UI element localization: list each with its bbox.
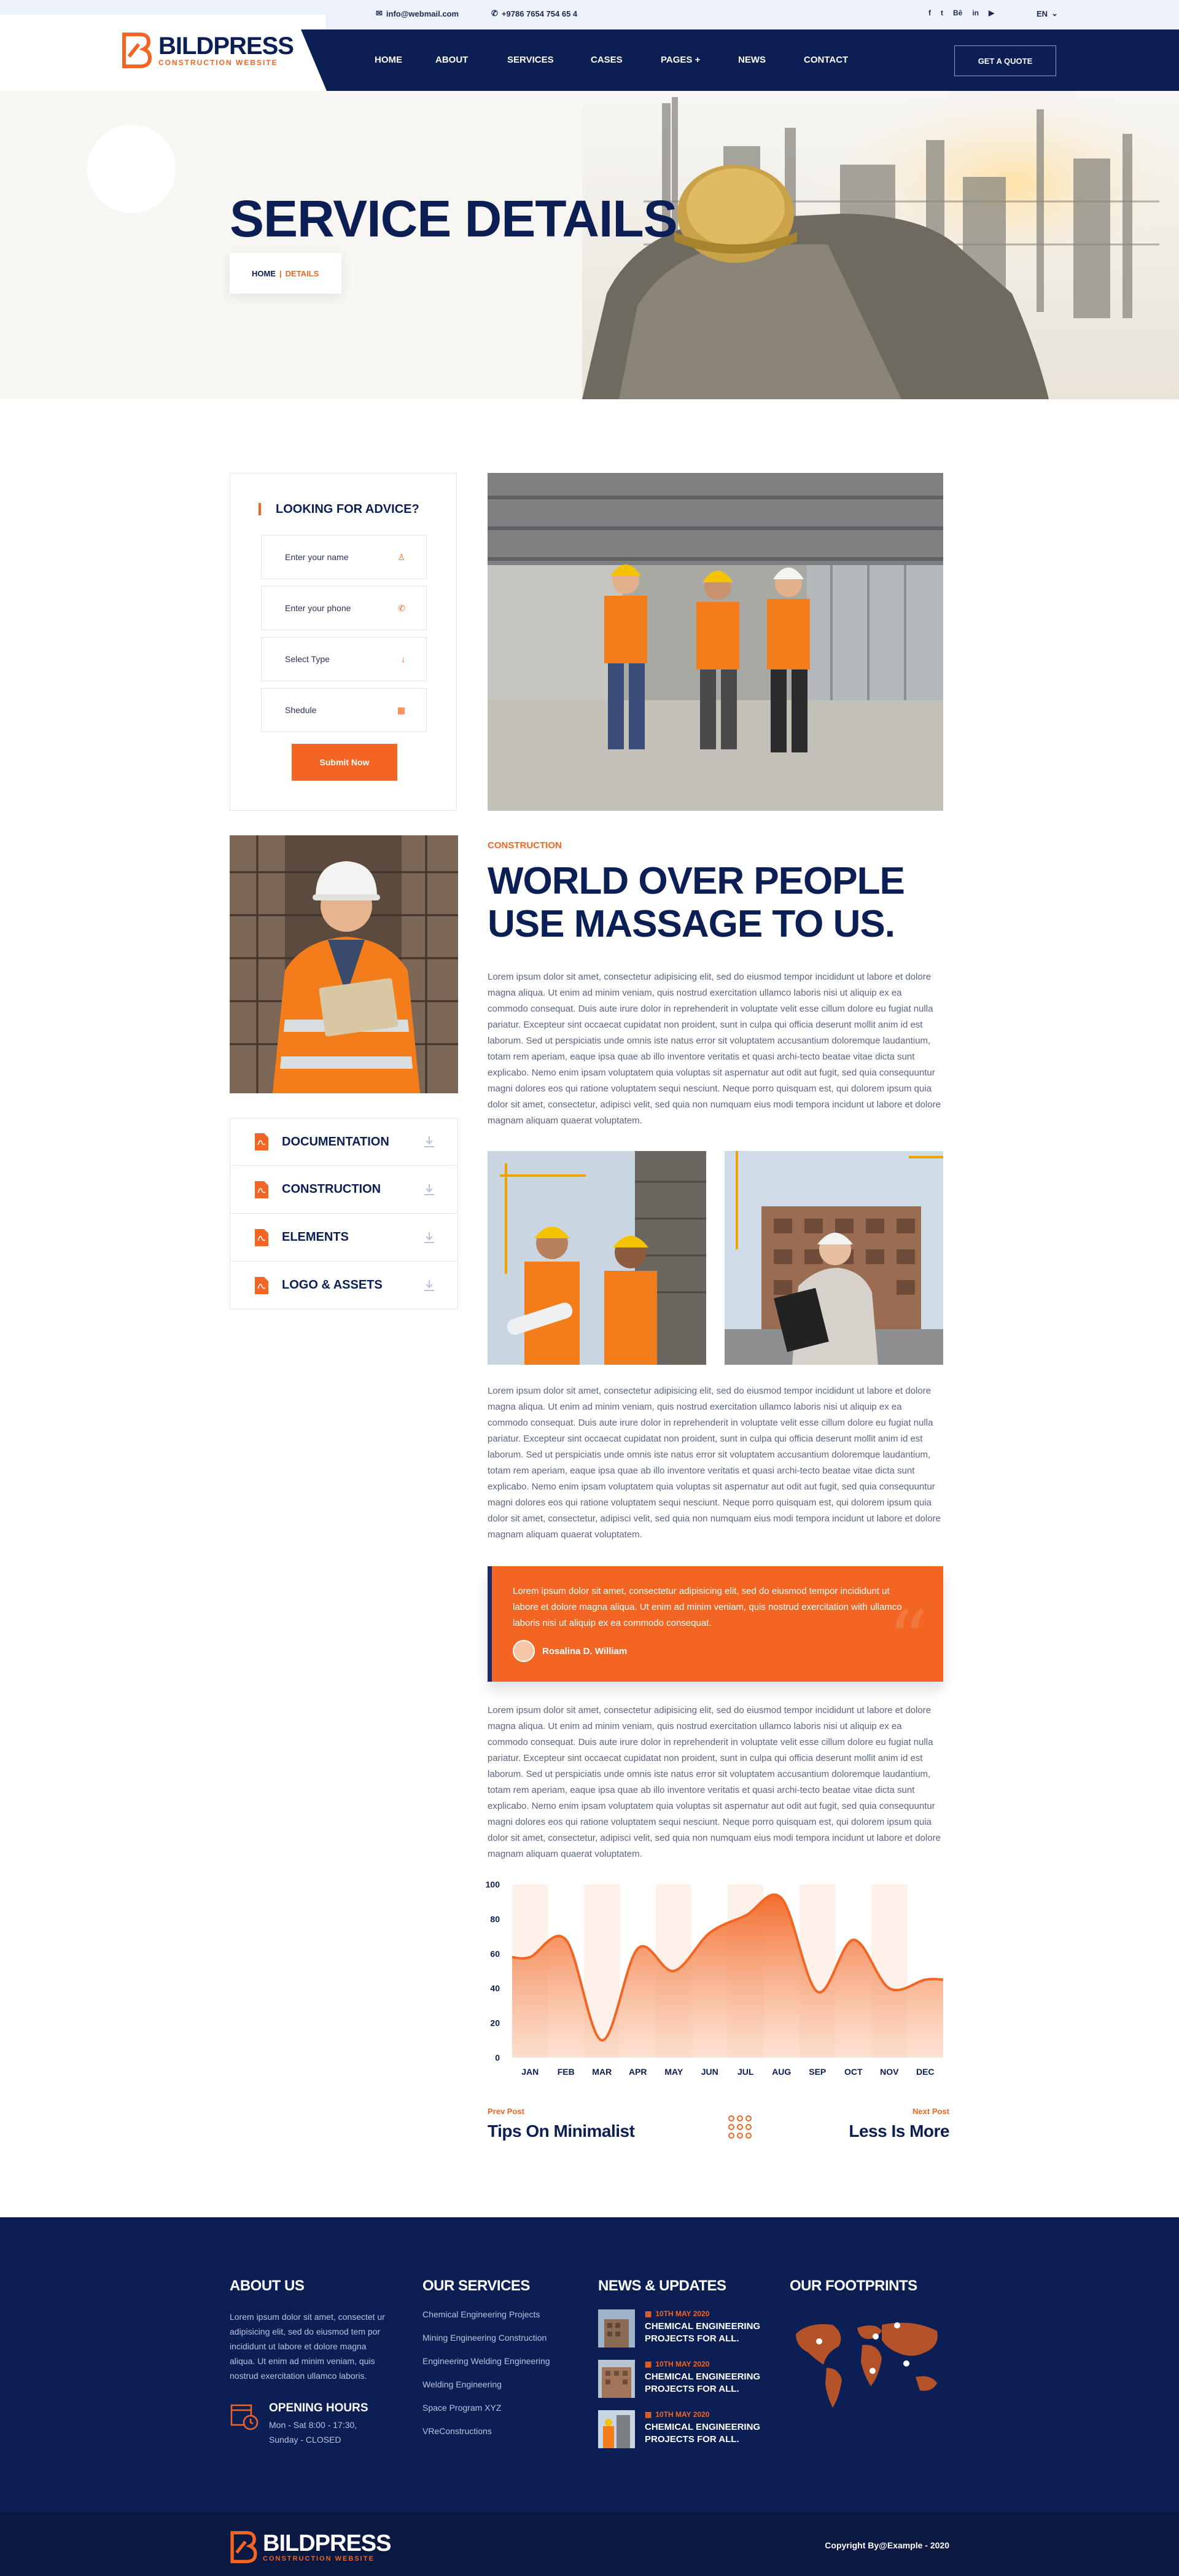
y-tick-label: 0 (495, 2053, 500, 2063)
x-tick-label: APR (628, 2067, 647, 2077)
submit-button[interactable]: Submit Now (292, 744, 397, 781)
chevron-down-icon: ⌄ (1051, 9, 1058, 18)
document-item[interactable]: ELEMENTS (230, 1214, 458, 1262)
type-select[interactable]: Select Type ↓ (261, 637, 427, 681)
map-pin-icon (870, 2368, 876, 2374)
testimonial-quote (488, 1566, 943, 1687)
quote-author: Rosalina D. William (542, 1645, 628, 1657)
x-tick-label: SEP (809, 2067, 827, 2077)
advice-form (230, 473, 457, 811)
x-tick-label: DEC (916, 2067, 935, 2077)
download-icon[interactable] (423, 1279, 435, 1292)
breadcrumb-current: DETAILS (285, 268, 319, 278)
footer-heading: ABOUT US (230, 2277, 305, 2294)
email-link[interactable]: ✉ info@webmail.com (376, 9, 459, 18)
y-tick-label: 80 (490, 1914, 500, 1924)
map-pin-icon (873, 2333, 879, 2340)
map-pin-icon (816, 2338, 822, 2344)
pdf-icon (255, 1229, 268, 1246)
menu-item-services[interactable]: SERVICES (507, 55, 554, 65)
phone-icon: ✆ (398, 603, 405, 613)
footer-footprints (790, 2277, 943, 2417)
hours-weekday: Mon - Sat 8:00 - 17:30, (269, 2420, 357, 2430)
x-tick-label: JAN (521, 2067, 539, 2077)
mail-icon: ✉ (376, 9, 383, 18)
section-kicker: CONSTRUCTION (488, 840, 562, 851)
y-tick-label: 100 (485, 1879, 500, 1889)
linkedin-icon[interactable]: in (972, 9, 979, 17)
x-tick-label: MAR (592, 2067, 612, 2077)
menu-item-about[interactable]: ABOUT (435, 55, 469, 65)
news-item[interactable]: ▦ 10TH MAY 2020 CHEMICAL ENGINEERING PROJECTS FOR ALL. (598, 2360, 761, 2398)
x-tick-label: JUN (701, 2067, 718, 2077)
chevron-down-icon: ↓ (401, 654, 405, 664)
footer (0, 2217, 1179, 2512)
youtube-icon[interactable]: ▶ (989, 9, 995, 17)
footer-service-link[interactable]: Space Program XYZ (422, 2403, 502, 2413)
breadcrumb-home[interactable]: HOME (252, 268, 276, 278)
menu-item-contact[interactable]: CONTACT (804, 55, 849, 65)
calendar-icon: ▦ (645, 2309, 652, 2318)
phone-link[interactable]: ✆ +9786 7654 754 65 4 (491, 9, 578, 18)
x-tick-label: AUG (772, 2067, 792, 2077)
language-select[interactable]: EN ⌄ (1037, 9, 1058, 18)
footer-service-link[interactable]: Engineering Welding Engineering (422, 2356, 550, 2366)
x-tick-label: OCT (844, 2067, 863, 2077)
breadcrumb-separator: | (279, 268, 282, 278)
news-thumbnail (598, 2410, 635, 2448)
menu-item-cases[interactable]: CASES (591, 55, 623, 65)
document-item[interactable]: CONSTRUCTION (230, 1166, 458, 1214)
logo-mark-icon (230, 2531, 258, 2564)
footer-about (230, 2277, 386, 2447)
engineer-clipboard-photo (725, 1151, 943, 1365)
footer-bottom-bar (0, 2512, 1179, 2576)
twitter-icon[interactable]: t (941, 9, 943, 17)
footer-news (598, 2277, 761, 2461)
calendar-icon: ▦ (645, 2360, 652, 2368)
footer-service-link[interactable]: Welding Engineering (422, 2379, 502, 2389)
grid-icon[interactable] (727, 2114, 753, 2140)
engineer-tablet-photo (230, 835, 458, 1093)
pdf-icon (255, 1181, 268, 1198)
body-paragraph: Lorem ipsum dolor sit amet, consectetur adipisicing elit, sed do eiusmod tempor incididunt ut labore et dolore magna aliqua. Ut enim ad minim veniam, quis nostrud exercitation ullamco laboris nisi ut aliquip ex ea commodo consequat. Duis aute irure dolor in reprehenderit in voluptate velit esse cillum dolore eu fugiat nulla pariatur. Excepteur sint occaecat cupidatat non proident, sunt in culpa qui officia deserunt mollit anim id est laborum. Sed ut perspiciatis unde omnis iste natus error sit voluptatem accusantium doloremque laudantium, totam rem aperiam, eaque ipsa quae ab illo inventore veritatis et quasi archi-tecto beatae vitae dicta sunt explicabo. Nemo enim ipsam voluptatem quia voluptas sit aspernatur aut odit aut fugit, sed quia consequuntur magni dolores eos qui ratione voluptatem sequi nesciunt. Neque porro quisquam est, qui dolorem ipsum quia dolor sit amet, consectetur, adipisci velit, sed quia non numquam eius modi tempora incidunt ut labore et dolore magnam aliquam quaerat voluptatem. (488, 1705, 941, 1859)
world-map (790, 2309, 943, 2414)
footer-heading: OUR FOOTPRINTS (790, 2277, 917, 2294)
behance-icon[interactable]: Bē (953, 9, 963, 17)
opening-hours (230, 2402, 386, 2447)
next-post-title[interactable]: Less Is More (849, 2121, 949, 2141)
calendar-icon: ▦ (645, 2410, 652, 2419)
footer-heading: OUR SERVICES (422, 2277, 530, 2294)
document-item[interactable]: DOCUMENTATION (230, 1118, 458, 1166)
y-tick-label: 20 (490, 2018, 500, 2028)
document-list (230, 1118, 458, 1309)
news-item[interactable]: ▦ 10TH MAY 2020 CHEMICAL ENGINEERING PROJECTS FOR ALL. (598, 2309, 761, 2348)
calendar-clock-icon (230, 2402, 259, 2431)
x-tick-label: MAY (664, 2067, 683, 2077)
map-pin-icon (894, 2322, 900, 2328)
pdf-icon (255, 1277, 268, 1294)
get-quote-button[interactable]: GET A QUOTE (954, 45, 1056, 76)
phone-field[interactable]: Enter your phone ✆ (261, 586, 427, 630)
menu-item-news[interactable]: NEWS (738, 55, 766, 65)
prev-post-title[interactable]: Tips On Minimalist (488, 2121, 635, 2141)
social-links (928, 9, 994, 17)
x-tick-label: JUL (737, 2067, 754, 2077)
post-navigation (488, 2107, 949, 2144)
x-tick-label: NOV (880, 2067, 899, 2077)
prev-post-label[interactable]: Prev Post (488, 2107, 524, 2116)
map-pin-icon (903, 2360, 909, 2367)
news-thumbnail (598, 2309, 635, 2348)
x-tick-label: FEB (557, 2067, 575, 2077)
download-icon[interactable] (423, 1231, 435, 1244)
decorative-circle (87, 125, 176, 213)
user-icon: ♙ (397, 552, 405, 562)
phone-icon: ✆ (491, 9, 498, 18)
page-title: SERVICE DETAILS (230, 190, 677, 248)
engineers-blueprint-photo (488, 1151, 706, 1365)
menu-item-pages[interactable]: PAGES + (661, 55, 701, 65)
facebook-icon[interactable]: f (928, 9, 931, 17)
footer-about-text: Lorem ipsum dolor sit amet, consectet ur adipisicing elit, sed do eiusmod tem por incididunt ut labore et dolore magna aliqua. Ut enim ad minim veniam, quis nostrud exercitation ullamco laboris. (230, 2312, 385, 2381)
schedule-field[interactable]: Shedule ▦ (261, 688, 427, 732)
pdf-icon (255, 1133, 268, 1150)
footer-service-link[interactable]: Mining Engineering Construction (422, 2333, 547, 2343)
next-post-label[interactable]: Next Post (912, 2107, 949, 2116)
hours-title: OPENING HOURS (269, 2402, 368, 2414)
brand-name: BILDPRESS (158, 33, 294, 60)
body-paragraph: Lorem ipsum dolor sit amet, consectetur adipisicing elit, sed do eiusmod tempor incididunt ut labore et dolore magna aliqua. Ut enim ad minim veniam, quis nostrud exercitation ullamco laboris nisi ut aliquip ex ea commodo consequat. Duis aute irure dolor in reprehenderit in voluptate velit esse cillum dolore eu fugiat nulla pariatur. Excepteur sint occaecat cupidatat non proident, sunt in culpa qui officia deserunt mollit anim id est laborum. Sed ut perspiciatis unde omnis iste natus error sit voluptatem accusantium doloremque laudantium, totam rem aperiam, eaque ipsa quae ab illo inventore veritatis et quasi archi-tecto beatae vitae dicta sunt explicabo. Nemo enim ipsam voluptatem quia voluptas sit aspernatur aut odit aut fugit, sed quia consequuntur magni dolores eos qui ratione voluptatem sequi nesciunt. Neque porro quisquam est, qui dolorem ipsum quia dolor sit amet, consectetur, adipisci velit, sed quia non numquam eius modi tempora incidunt ut labore et dolore magnam aliquam quaerat voluptatem. (488, 972, 941, 1126)
y-tick-label: 60 (490, 1948, 500, 1959)
breadcrumb (230, 253, 341, 294)
download-icon[interactable] (423, 1135, 435, 1149)
copyright: Copyright By@Example - 2020 (825, 2540, 949, 2550)
news-thumbnail (598, 2360, 635, 2398)
workers-walking-photo (488, 473, 943, 811)
footer-logo[interactable]: BILDPRESS CONSTRUCTION WEBSITE (230, 2531, 391, 2564)
body-paragraph: Lorem ipsum dolor sit amet, consectetur adipisicing elit, sed do eiusmod tempor incididunt ut labore et dolore magna aliqua. Ut enim ad minim veniam, quis nostrud exercitation ullamco laboris nisi ut aliquip ex ea commodo consequat. Duis aute irure dolor in reprehenderit in voluptate velit esse cillum dolore eu fugiat nulla pariatur. Excepteur sint occaecat cupidatat non proident, sunt in culpa qui officia deserunt mollit anim id est laborum. Sed ut perspiciatis unde omnis iste natus error sit voluptatem accusantium doloremque laudantium, totam rem aperiam, eaque ipsa quae ab illo inventore veritatis et quasi archi-tecto beatae vitae dicta sunt explicabo. Nemo enim ipsam voluptatem quia voluptas sit aspernatur aut odit aut fugit, sed quia consequuntur magni dolores eos qui ratione voluptatem sequi nesciunt. Neque porro quisquam est, qui dolorem ipsum quia dolor sit amet, consectetur, adipisci velit, sed quia non numquam eius modi tempora incidunt ut labore et dolore magnam aliquam quaerat voluptatem. (488, 1386, 941, 1540)
y-tick-label: 40 (490, 1983, 500, 1994)
area-chart (485, 1873, 943, 2088)
quote-mark-icon: “ (887, 1593, 928, 1687)
news-item[interactable]: ▦ 10TH MAY 2020 CHEMICAL ENGINEERING PROJECTS FOR ALL. (598, 2410, 761, 2448)
quote-text: Lorem ipsum dolor sit amet, consectetur adipisicing elit, sed do eiusmod tempor incididunt ut labore et dolore magna aliqua. Ut enim ad minim veniam, quis nostrud exercitation with ullamco laboris nisi ut aliquip ex ea commodo consequat. (513, 1586, 902, 1628)
footer-services (422, 2277, 550, 2449)
name-field[interactable]: Enter your name ♙ (261, 535, 427, 579)
page-banner (0, 91, 1179, 399)
calendar-icon: ▦ (397, 704, 405, 715)
footer-service-link[interactable]: VReConstructions (422, 2426, 492, 2436)
menu-item-home[interactable]: HOME (375, 55, 402, 65)
footer-heading: NEWS & UPDATES (598, 2277, 726, 2294)
advice-title: LOOKING FOR ADVICE? (259, 503, 419, 515)
footer-service-link[interactable]: Chemical Engineering Projects (422, 2309, 540, 2319)
hours-sunday: Sunday - CLOSED (269, 2435, 341, 2445)
brand-tagline: CONSTRUCTION WEBSITE (158, 58, 278, 67)
avatar (513, 1640, 535, 1662)
section-heading: WORLD OVER PEOPLE USE MASSAGE TO US. (488, 860, 905, 945)
document-item[interactable]: LOGO & ASSETS (230, 1262, 458, 1309)
download-icon[interactable] (423, 1183, 435, 1196)
